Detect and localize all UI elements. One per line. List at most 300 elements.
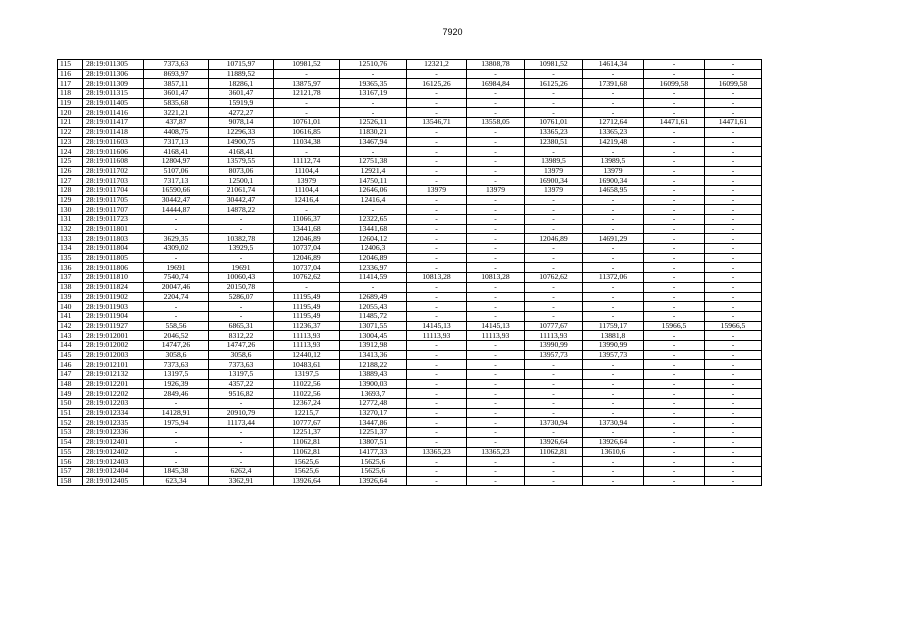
value-cell: - <box>705 399 762 409</box>
value-cell: - <box>144 224 209 234</box>
value-cell: 6865,31 <box>209 321 274 331</box>
value-cell: - <box>525 205 583 215</box>
value-cell: 10737,04 <box>274 244 340 254</box>
value-cell: 14747,26 <box>209 340 274 350</box>
value-cell: 3601,47 <box>144 89 209 99</box>
value-cell: - <box>209 457 274 467</box>
table-row <box>58 156 762 166</box>
row-number-cell: 155 <box>58 447 83 457</box>
value-cell: 15625,6 <box>274 466 340 476</box>
value-cell: - <box>644 98 705 108</box>
value-cell: - <box>407 466 467 476</box>
value-cell: - <box>644 350 705 360</box>
value-cell: 10813,28 <box>467 273 525 283</box>
value-cell: - <box>583 215 644 225</box>
value-cell: 13979 <box>407 185 467 195</box>
value-cell: - <box>644 195 705 205</box>
value-cell: - <box>407 263 467 273</box>
row-number-cell: 134 <box>58 244 83 254</box>
value-cell: - <box>525 428 583 438</box>
cadastral-number-cell: 28:19:011702 <box>83 166 144 176</box>
value-cell: - <box>467 156 525 166</box>
value-cell: - <box>209 302 274 312</box>
value-cell: - <box>705 408 762 418</box>
value-cell: - <box>467 137 525 147</box>
row-number-cell: 139 <box>58 292 83 302</box>
cadastral-number-cell: 28:19:012403 <box>83 457 144 467</box>
value-cell: - <box>467 176 525 186</box>
value-cell: 13989,5 <box>525 156 583 166</box>
value-cell: - <box>144 457 209 467</box>
value-cell: 14145,13 <box>407 321 467 331</box>
value-cell: 14750,11 <box>340 176 407 186</box>
table-row <box>58 166 762 176</box>
value-cell: - <box>467 370 525 380</box>
table-row <box>58 98 762 108</box>
value-cell: - <box>644 282 705 292</box>
value-cell: - <box>467 457 525 467</box>
value-cell: 12440,12 <box>274 350 340 360</box>
row-number-cell: 120 <box>58 108 83 118</box>
value-cell: - <box>407 205 467 215</box>
value-cell: 16900,34 <box>525 176 583 186</box>
table-row <box>58 176 762 186</box>
value-cell: - <box>583 408 644 418</box>
value-cell: - <box>407 195 467 205</box>
table-row <box>58 399 762 409</box>
value-cell: 3221,21 <box>144 108 209 118</box>
table-row <box>58 321 762 331</box>
value-cell: - <box>644 156 705 166</box>
value-cell: - <box>644 127 705 137</box>
value-cell: - <box>705 195 762 205</box>
value-cell: 11112,74 <box>274 156 340 166</box>
value-cell: - <box>525 399 583 409</box>
value-cell: - <box>407 215 467 225</box>
table-row <box>58 466 762 476</box>
value-cell: - <box>467 253 525 263</box>
value-cell: 19365,35 <box>340 79 407 89</box>
value-cell: 11104,4 <box>274 166 340 176</box>
value-cell: - <box>467 69 525 79</box>
value-cell: - <box>583 147 644 157</box>
cadastral-number-cell: 28:19:011306 <box>83 69 144 79</box>
cadastral-number-cell: 28:19:011804 <box>83 244 144 254</box>
value-cell: - <box>644 292 705 302</box>
value-cell: - <box>583 282 644 292</box>
value-cell: - <box>583 108 644 118</box>
table-row <box>58 340 762 350</box>
value-cell: - <box>644 360 705 370</box>
value-cell: 5835,68 <box>144 98 209 108</box>
value-cell: - <box>407 311 467 321</box>
value-cell: - <box>583 311 644 321</box>
value-cell: 13957,73 <box>525 350 583 360</box>
value-cell: 13990,99 <box>525 340 583 350</box>
value-cell: - <box>407 89 467 99</box>
value-cell: 10715,97 <box>209 60 274 70</box>
value-cell: - <box>525 195 583 205</box>
value-cell: 19691 <box>144 263 209 273</box>
cadastral-number-cell: 28:19:011801 <box>83 224 144 234</box>
row-number-cell: 148 <box>58 379 83 389</box>
value-cell: 10777,67 <box>274 418 340 428</box>
table-row <box>58 69 762 79</box>
cadastral-number-cell: 28:19:012001 <box>83 331 144 341</box>
value-cell: 13730,94 <box>525 418 583 428</box>
value-cell: - <box>644 166 705 176</box>
value-cell: - <box>705 253 762 263</box>
value-cell: - <box>467 437 525 447</box>
value-cell: 13730,94 <box>583 418 644 428</box>
value-cell: - <box>705 166 762 176</box>
value-cell: - <box>644 244 705 254</box>
value-cell: - <box>467 244 525 254</box>
value-cell: 13447,86 <box>340 418 407 428</box>
row-number-cell: 132 <box>58 224 83 234</box>
value-cell: - <box>209 311 274 321</box>
value-cell: 2849,46 <box>144 389 209 399</box>
value-cell: 12689,49 <box>340 292 407 302</box>
value-cell: - <box>705 360 762 370</box>
table-row <box>58 263 762 273</box>
table-row <box>58 205 762 215</box>
value-cell: 4168,41 <box>144 147 209 157</box>
value-cell: - <box>705 185 762 195</box>
value-cell: 3629,35 <box>144 234 209 244</box>
value-cell: - <box>705 437 762 447</box>
value-cell: 11195,49 <box>274 292 340 302</box>
value-cell: - <box>705 176 762 186</box>
value-cell: 5107,06 <box>144 166 209 176</box>
value-cell: 14471,61 <box>705 118 762 128</box>
value-cell: - <box>467 147 525 157</box>
value-cell: 13610,6 <box>583 447 644 457</box>
value-cell: 13270,17 <box>340 408 407 418</box>
row-number-cell: 119 <box>58 98 83 108</box>
value-cell: 14747,26 <box>144 340 209 350</box>
row-number-cell: 154 <box>58 437 83 447</box>
value-cell: 16984,84 <box>467 79 525 89</box>
value-cell: - <box>525 476 583 486</box>
row-number-cell: 142 <box>58 321 83 331</box>
value-cell: - <box>644 476 705 486</box>
value-cell: - <box>644 399 705 409</box>
cadastral-number-cell: 28:19:011904 <box>83 311 144 321</box>
value-cell: 3362,91 <box>209 476 274 486</box>
value-cell: - <box>467 89 525 99</box>
value-cell: - <box>407 253 467 263</box>
value-cell: - <box>467 476 525 486</box>
value-cell: 7373,63 <box>144 60 209 70</box>
value-cell: - <box>274 205 340 215</box>
value-cell: - <box>407 379 467 389</box>
value-cell: - <box>525 108 583 118</box>
value-cell: - <box>705 156 762 166</box>
value-cell: 12804,97 <box>144 156 209 166</box>
table-row <box>58 244 762 254</box>
cadastral-number-cell: 28:19:011707 <box>83 205 144 215</box>
table-row <box>58 127 762 137</box>
value-cell: - <box>407 428 467 438</box>
value-cell: - <box>525 466 583 476</box>
value-cell: 13441,68 <box>340 224 407 234</box>
table-row <box>58 370 762 380</box>
value-cell: 11889,52 <box>209 69 274 79</box>
value-cell: - <box>525 263 583 273</box>
value-cell: - <box>705 340 762 350</box>
value-cell: 11104,4 <box>274 185 340 195</box>
value-cell: - <box>407 476 467 486</box>
value-cell: 11173,44 <box>209 418 274 428</box>
table-row <box>58 408 762 418</box>
value-cell: 12526,11 <box>340 118 407 128</box>
data-table <box>57 59 762 486</box>
value-cell: 11022,56 <box>274 379 340 389</box>
value-cell: 20150,78 <box>209 282 274 292</box>
value-cell: 13365,23 <box>407 447 467 457</box>
table-row <box>58 147 762 157</box>
value-cell: 13979 <box>583 166 644 176</box>
value-cell: 16125,26 <box>407 79 467 89</box>
row-number-cell: 125 <box>58 156 83 166</box>
value-cell: 16590,66 <box>144 185 209 195</box>
value-cell: 13365,23 <box>525 127 583 137</box>
value-cell: - <box>583 360 644 370</box>
value-cell: - <box>525 370 583 380</box>
row-number-cell: 121 <box>58 118 83 128</box>
value-cell: - <box>705 234 762 244</box>
cadastral-number-cell: 28:19:011803 <box>83 234 144 244</box>
value-cell: 6262,4 <box>209 466 274 476</box>
cadastral-number-cell: 28:19:011805 <box>83 253 144 263</box>
value-cell: - <box>644 147 705 157</box>
value-cell: 12751,38 <box>340 156 407 166</box>
value-cell: 7540,74 <box>144 273 209 283</box>
value-cell: - <box>467 263 525 273</box>
value-cell: - <box>209 253 274 263</box>
value-cell: - <box>705 89 762 99</box>
value-cell: 12055,43 <box>340 302 407 312</box>
value-cell: 3058,6 <box>209 350 274 360</box>
value-cell: - <box>644 205 705 215</box>
value-cell: - <box>467 418 525 428</box>
cadastral-number-cell: 28:19:011824 <box>83 282 144 292</box>
value-cell: 11372,06 <box>583 273 644 283</box>
value-cell: - <box>407 350 467 360</box>
value-cell: - <box>467 360 525 370</box>
value-cell: - <box>340 69 407 79</box>
value-cell: - <box>705 98 762 108</box>
value-cell: - <box>209 399 274 409</box>
value-cell: - <box>144 215 209 225</box>
value-cell: 4408,75 <box>144 127 209 137</box>
value-cell: 12296,33 <box>209 127 274 137</box>
value-cell: 11022,56 <box>274 389 340 399</box>
table-body <box>58 60 762 486</box>
value-cell: 3857,11 <box>144 79 209 89</box>
value-cell: 13926,64 <box>340 476 407 486</box>
cadastral-number-cell: 28:19:011315 <box>83 89 144 99</box>
cadastral-number-cell: 28:19:012335 <box>83 418 144 428</box>
value-cell: - <box>644 379 705 389</box>
value-cell: 11062,81 <box>274 437 340 447</box>
value-cell: - <box>467 195 525 205</box>
value-cell: - <box>467 282 525 292</box>
value-cell: - <box>467 379 525 389</box>
row-number-cell: 123 <box>58 137 83 147</box>
value-cell: 14128,91 <box>144 408 209 418</box>
value-cell: 12121,78 <box>274 89 340 99</box>
page-number: 7920 <box>442 27 463 37</box>
value-cell: 13167,19 <box>340 89 407 99</box>
table-row <box>58 447 762 457</box>
value-cell: 7317,13 <box>144 137 209 147</box>
row-number-cell: 146 <box>58 360 83 370</box>
value-cell: 20910,79 <box>209 408 274 418</box>
value-cell: 17391,68 <box>583 79 644 89</box>
value-cell: - <box>644 253 705 263</box>
value-cell: - <box>407 244 467 254</box>
value-cell: - <box>407 437 467 447</box>
value-cell: - <box>705 466 762 476</box>
value-cell: - <box>583 244 644 254</box>
value-cell: 10616,85 <box>274 127 340 137</box>
value-cell: 5286,07 <box>209 292 274 302</box>
value-cell: - <box>644 389 705 399</box>
value-cell: - <box>705 215 762 225</box>
value-cell: 14691,29 <box>583 234 644 244</box>
value-cell: 13875,97 <box>274 79 340 89</box>
value-cell: - <box>705 331 762 341</box>
value-cell: 9516,82 <box>209 389 274 399</box>
value-cell: - <box>644 428 705 438</box>
value-cell: - <box>407 224 467 234</box>
value-cell: - <box>144 311 209 321</box>
value-cell: - <box>467 311 525 321</box>
value-cell: 13900,03 <box>340 379 407 389</box>
cadastral-number-cell: 28:19:012202 <box>83 389 144 399</box>
value-cell: 16099,58 <box>705 79 762 89</box>
value-cell: - <box>467 127 525 137</box>
value-cell: 13004,45 <box>340 331 407 341</box>
value-cell: 10761,01 <box>274 118 340 128</box>
value-cell: - <box>525 408 583 418</box>
value-cell: - <box>274 282 340 292</box>
value-cell: - <box>644 185 705 195</box>
value-cell: 13197,5 <box>209 370 274 380</box>
value-cell: - <box>407 370 467 380</box>
value-cell: 11113,93 <box>467 331 525 341</box>
table-row <box>58 350 762 360</box>
table-row <box>58 360 762 370</box>
value-cell: 3601,47 <box>209 89 274 99</box>
value-cell: 13071,55 <box>340 321 407 331</box>
value-cell: - <box>705 282 762 292</box>
value-cell: - <box>583 263 644 273</box>
value-cell: - <box>144 253 209 263</box>
value-cell: - <box>644 108 705 118</box>
value-cell: 14878,22 <box>209 205 274 215</box>
value-cell: - <box>274 69 340 79</box>
value-cell: - <box>340 147 407 157</box>
row-number-cell: 144 <box>58 340 83 350</box>
row-number-cell: 156 <box>58 457 83 467</box>
table-row <box>58 118 762 128</box>
table-row <box>58 311 762 321</box>
table-row <box>58 273 762 283</box>
row-number-cell: 157 <box>58 466 83 476</box>
row-number-cell: 147 <box>58 370 83 380</box>
cadastral-number-cell: 28:19:012003 <box>83 350 144 360</box>
value-cell: 13365,23 <box>583 127 644 137</box>
value-cell: 10761,01 <box>525 118 583 128</box>
cadastral-number-cell: 28:19:011418 <box>83 127 144 137</box>
value-cell: - <box>644 273 705 283</box>
value-cell: - <box>525 215 583 225</box>
value-cell: 10981,52 <box>525 60 583 70</box>
value-cell: 13441,68 <box>274 224 340 234</box>
value-cell: - <box>274 98 340 108</box>
cadastral-number-cell: 28:19:011309 <box>83 79 144 89</box>
value-cell: - <box>407 234 467 244</box>
value-cell: 11830,21 <box>340 127 407 137</box>
value-cell: - <box>644 263 705 273</box>
value-cell: 10813,28 <box>407 273 467 283</box>
row-number-cell: 138 <box>58 282 83 292</box>
value-cell: 11062,81 <box>274 447 340 457</box>
value-cell: - <box>583 428 644 438</box>
value-cell: - <box>705 108 762 118</box>
value-cell: 11195,49 <box>274 302 340 312</box>
value-cell: - <box>525 89 583 99</box>
table-row <box>58 195 762 205</box>
value-cell: 15966,5 <box>644 321 705 331</box>
value-cell: - <box>407 457 467 467</box>
value-cell: - <box>525 360 583 370</box>
value-cell: - <box>525 311 583 321</box>
row-number-cell: 135 <box>58 253 83 263</box>
value-cell: 4168,41 <box>209 147 274 157</box>
value-cell: 11066,37 <box>274 215 340 225</box>
table-row <box>58 476 762 486</box>
cadastral-number-cell: 28:19:011902 <box>83 292 144 302</box>
value-cell: - <box>407 127 467 137</box>
value-cell: - <box>144 447 209 457</box>
value-cell: 11759,17 <box>583 321 644 331</box>
value-cell: 1845,38 <box>144 466 209 476</box>
value-cell: - <box>583 466 644 476</box>
value-cell: 2204,74 <box>144 292 209 302</box>
row-number-cell: 133 <box>58 234 83 244</box>
value-cell: 15625,6 <box>274 457 340 467</box>
value-cell: - <box>407 156 467 166</box>
value-cell: 12046,89 <box>525 234 583 244</box>
value-cell: 11195,49 <box>274 311 340 321</box>
value-cell: - <box>525 69 583 79</box>
cadastral-number-cell: 28:19:011608 <box>83 156 144 166</box>
table-row <box>58 457 762 467</box>
value-cell: - <box>644 60 705 70</box>
value-cell: 9078,14 <box>209 118 274 128</box>
value-cell: - <box>705 302 762 312</box>
value-cell: 15966,5 <box>705 321 762 331</box>
row-number-cell: 122 <box>58 127 83 137</box>
value-cell: - <box>644 302 705 312</box>
cadastral-number-cell: 28:19:011810 <box>83 273 144 283</box>
value-cell: - <box>644 89 705 99</box>
value-cell: 13990,99 <box>583 340 644 350</box>
